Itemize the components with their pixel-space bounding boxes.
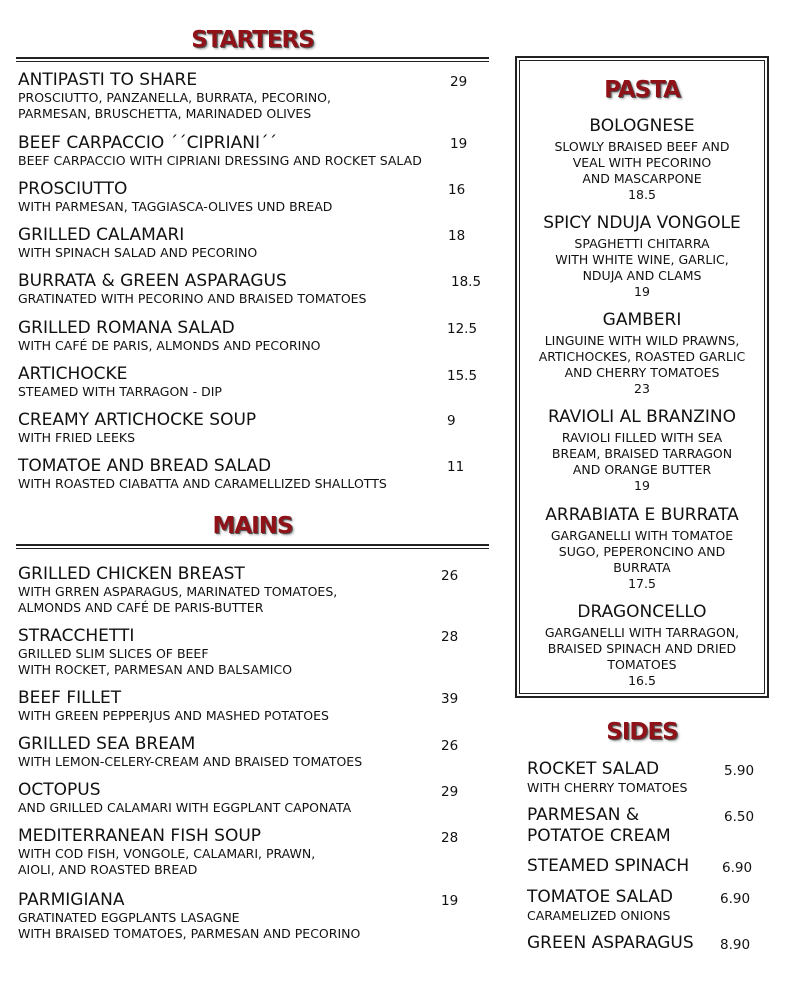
side-item-green-asparagus (527, 933, 694, 954)
item-name: PARMESAN & (527, 805, 640, 825)
side-item-potatoe-cream (527, 805, 671, 847)
item-name: BOLOGNESE (589, 116, 695, 136)
item-price: 23 (634, 381, 650, 396)
item-price: 26 (441, 568, 459, 584)
menu-item-burrata-asparagus (18, 271, 367, 307)
item-description: WITH FRIED LEEKS (18, 430, 136, 445)
item-description: GRATINATED EGGPLANTS LASAGNE (18, 910, 240, 925)
item-description: WITH LEMON-CELERY-CREAM AND BRAISED TOMATOES (18, 754, 363, 769)
item-price: 28 (441, 629, 459, 645)
item-description: WITH COD FISH, VONGOLE, CALAMARI, PRAWN, (18, 846, 316, 861)
item-name: POTATOE CREAM (527, 826, 671, 846)
item-description: PROSCIUTTO, PANZANELLA, BURRATA, PECORINO, (18, 90, 331, 105)
item-name: RAVIOLI AL BRANZINO (548, 407, 736, 427)
item-description: AIOLI, AND ROASTED BREAD (18, 862, 198, 877)
item-description: GARGANELLI WITH TARRAGON, BRAISED SPINACH AND DRIED TOMATOES (544, 625, 740, 672)
item-price: 18.5 (628, 187, 656, 202)
item-name: SPICY NDUJA VONGOLE (543, 213, 741, 233)
item-price: 16.5 (628, 673, 656, 688)
item-description: WITH PARMESAN, TAGGIASCA-OLIVES UND BREAD (18, 199, 333, 214)
item-description: WITH CAFÉ DE PARIS, ALMONDS AND PECORINO (18, 338, 321, 353)
menu-item-romana-salad (18, 318, 321, 354)
item-description: GRILLED SLIM SLICES OF BEEF (18, 646, 209, 661)
menu-item-artichocke-soup (18, 410, 256, 446)
item-description: WITH BRAISED TOMATOES, PARMESAN AND PECORINO (18, 926, 361, 941)
item-description: WITH GREEN PEPPERJUS AND MASHED POTATOES (18, 708, 329, 723)
item-description: WITH GRREN ASPARAGUS, MARINATED TOMATOES, (18, 584, 338, 599)
item-name: ANTIPASTI TO SHARE (18, 70, 198, 90)
item-price: 29 (441, 784, 459, 800)
item-name: ARTICHOCKE (18, 364, 128, 384)
item-price: 6.90 (720, 891, 751, 907)
item-name: STEAMED SPINACH (527, 856, 690, 876)
pasta-item-dragoncello (521, 602, 763, 689)
side-item-rocket-salad (527, 759, 687, 796)
item-name: CREAMY ARTICHOCKE SOUP (18, 410, 257, 430)
menu-item-beef-fillet (18, 688, 329, 724)
item-description: GRATINATED WITH PECORINO AND BRAISED TOMATOES (18, 291, 367, 306)
pasta-item-bolognese (521, 116, 763, 203)
pasta-item-gamberi (521, 310, 763, 397)
item-price: 19 (634, 284, 650, 299)
item-description: ALMONDS AND CAFÉ DE PARIS-BUTTER (18, 600, 264, 615)
item-name: GRILLED ROMANA SALAD (18, 318, 235, 338)
item-price: 18.5 (451, 274, 482, 290)
item-description: SLOWLY BRAISED BEEF AND VEAL WITH PECORINO AND MASCARPONE (554, 139, 730, 186)
menu-item-stracchetti (18, 626, 292, 678)
menu-item-artichocke (18, 364, 222, 400)
item-name: TOMATOE SALAD (527, 887, 673, 907)
item-price: 16 (448, 182, 466, 198)
item-price: 29 (450, 74, 468, 90)
item-description: WITH ROASTED CIABATTA AND CARAMELLIZED SHALLOTTS (18, 476, 387, 491)
item-price: 8.90 (720, 937, 751, 953)
item-price: 39 (441, 691, 459, 707)
menu-item-fish-soup (18, 826, 315, 878)
side-item-tomatoe-salad (527, 887, 673, 924)
item-description: WITH CHERRY TOMATOES (527, 780, 688, 795)
item-name: PROSCIUTTO (18, 179, 128, 199)
item-price: 11 (447, 459, 465, 475)
menu-item-octopus (18, 780, 351, 816)
starters-heading: STARTERS (191, 27, 314, 53)
menu-item-beef-carpaccio (18, 133, 422, 169)
item-name: DRAGONCELLO (577, 602, 707, 622)
item-name: ARRABIATA E BURRATA (545, 505, 739, 525)
item-description: SPAGHETTI CHITARRA WITH WHITE WINE, GARLIC, NDUJA AND CLAMS (555, 236, 729, 283)
menu-item-antipasti (18, 70, 331, 122)
item-name: PARMIGIANA (18, 890, 125, 910)
item-price: 19 (634, 478, 650, 493)
item-description: LINGUINE WITH WILD PRAWNS, ARTICHOCKES, ROASTED GARLIC AND CHERRY TOMATOES (538, 333, 746, 380)
pasta-item-ravioli (521, 407, 763, 494)
item-name: ROCKET SALAD (527, 759, 660, 779)
item-description: RAVIOLI FILLED WITH SEA BREAM, BRAISED TARRAGON AND ORANGE BUTTER (551, 430, 733, 477)
item-description: WITH ROCKET, PARMESAN AND BALSAMICO (18, 662, 293, 677)
menu-item-grilled-calamari (18, 225, 257, 261)
item-name: GRILLED CALAMARI (18, 225, 185, 245)
item-description: GARGANELLI WITH TOMATOE SUGO, PEPERONCINO AND BURRATA (550, 528, 734, 575)
item-description: AND GRILLED CALAMARI WITH EGGPLANT CAPONATA (18, 800, 352, 815)
menu-item-chicken-breast (18, 564, 337, 616)
side-item-steamed-spinach (527, 856, 689, 877)
item-name: GRILLED CHICKEN BREAST (18, 564, 245, 584)
item-price: 5.90 (724, 763, 755, 779)
item-price: 28 (441, 830, 459, 846)
item-price: 6.50 (724, 809, 755, 825)
item-price: 12.5 (447, 321, 478, 337)
item-name: GREEN ASPARAGUS (527, 933, 694, 953)
item-name: OCTOPUS (18, 780, 101, 800)
item-description: STEAMED WITH TARRAGON - DIP (18, 384, 222, 399)
item-price: 19 (450, 136, 468, 152)
menu-item-bread-salad (18, 456, 387, 492)
item-price: 9 (447, 413, 456, 429)
menu-item-parmigiana (18, 890, 360, 942)
item-price: 19 (441, 893, 459, 909)
pasta-item-arrabiata (521, 505, 763, 592)
menu-item-prosciutto (18, 179, 332, 215)
mains-heading: MAINS (212, 513, 293, 539)
menu-item-sea-bream (18, 734, 362, 770)
item-name: STRACCHETTI (18, 626, 135, 646)
item-price: 15.5 (447, 368, 478, 384)
item-name: BEEF CARPACCIO ´´CIPRIANI´´ (18, 133, 277, 153)
item-description: WITH SPINACH SALAD AND PECORINO (18, 245, 258, 260)
starters-divider (16, 57, 489, 59)
item-name: GAMBERI (602, 310, 682, 330)
item-price: 26 (441, 738, 459, 754)
mains-divider (16, 544, 489, 546)
item-price: 17.5 (628, 576, 656, 591)
pasta-item-nduja-vongole (521, 213, 763, 300)
sides-heading: SIDES (606, 719, 678, 745)
item-name: TOMATOE AND BREAD SALAD (18, 456, 272, 476)
pasta-heading: PASTA (604, 77, 680, 103)
item-description: BEEF CARPACCIO WITH CIPRIANI DRESSING AND ROCKET SALAD (18, 153, 422, 168)
item-name: GRILLED SEA BREAM (18, 734, 196, 754)
item-name: BURRATA & GREEN ASPARAGUS (18, 271, 287, 291)
item-name: MEDITERRANEAN FISH SOUP (18, 826, 262, 846)
item-name: BEEF FILLET (18, 688, 122, 708)
item-description: CARAMELIZED ONIONS (527, 908, 671, 923)
item-price: 6.90 (722, 860, 753, 876)
item-description: PARMESAN, BRUSCHETTA, MARINADED OLIVES (18, 106, 312, 121)
item-price: 18 (448, 228, 466, 244)
